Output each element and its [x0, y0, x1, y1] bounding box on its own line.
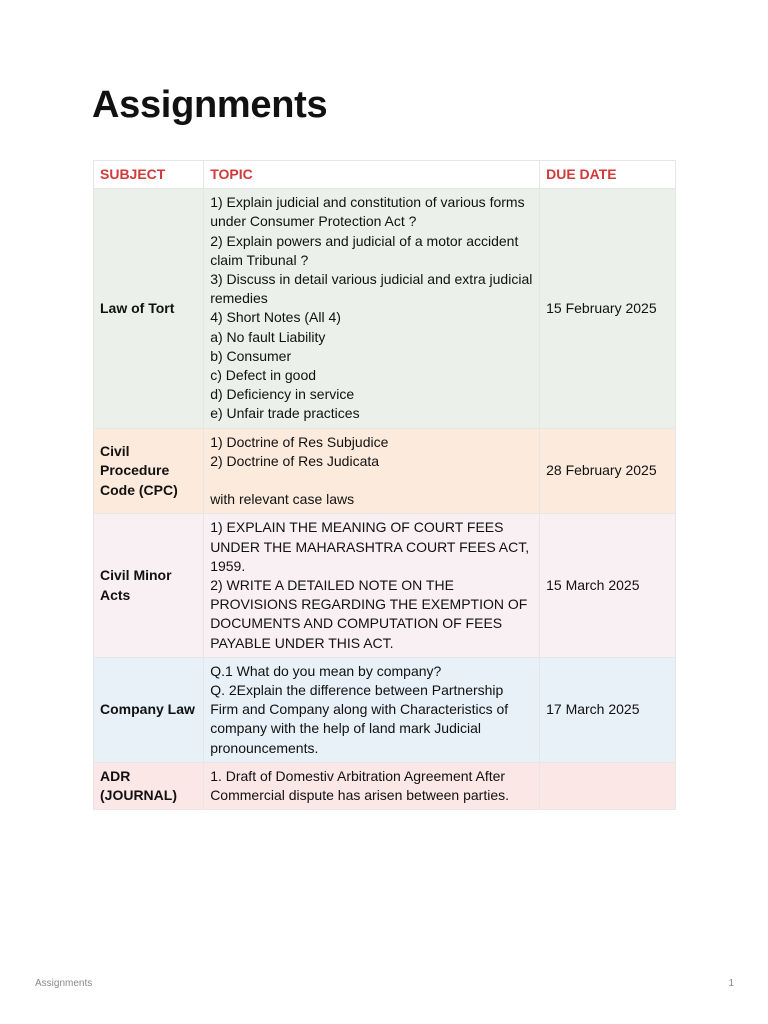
topic-line: 1) Explain judicial and constitution of various forms under Consumer Protection Act ?: [210, 194, 525, 230]
topic-line: a) No fault Liability: [210, 328, 326, 345]
topic-line: 4) Short Notes (All 4): [210, 309, 341, 326]
table-row-law-of-tort: [94, 189, 676, 428]
topic-line: 2) Doctrine of Res Judicata: [210, 452, 380, 469]
topic-line: d) Deficiency in service: [210, 386, 355, 403]
topic-cell: [204, 657, 540, 762]
due-date-cell: 17 March 2025: [540, 657, 676, 762]
due-date-cell: [540, 762, 676, 809]
header-topic: TOPIC: [204, 161, 540, 189]
topic-cell: [204, 428, 540, 514]
topic-line: 1) Doctrine of Res Subjudice: [210, 433, 389, 450]
page-number: 1: [728, 978, 734, 989]
topic-line: 3) Discuss in detail various judicial and extra judicial remedies: [210, 271, 533, 307]
topic-line: 1) EXPLAIN THE MEANING OF COURT FEES UNDER THE MAHARASHTRA COURT FEES ACT, 1959.: [210, 519, 530, 574]
assignments-table: [93, 160, 676, 810]
table-row-adr-journal: [94, 762, 676, 809]
topic-cell: [204, 189, 540, 428]
topic-line: 2) Explain powers and judicial of a motor accident claim Tribunal ?: [210, 232, 519, 268]
topic-cell: [204, 514, 540, 657]
topic-cell: [204, 762, 540, 809]
header-subject: SUBJECT: [94, 161, 204, 189]
topic-line: e) Unfair trade practices: [210, 405, 360, 422]
due-date-cell: 15 March 2025: [540, 514, 676, 657]
topic-line: 2) WRITE A DETAILED NOTE ON THE PROVISIONS REGARDING THE EXEMPTION OF DOCUMENTS AND COMPUTATION OF FEES PAYABLE UNDER THIS ACT.: [210, 577, 528, 651]
table-row-cpc: [94, 428, 676, 514]
subject-cell: Company Law: [94, 657, 204, 762]
topic-line-blank: [210, 471, 533, 490]
subject-cell: Civil Procedure Code (CPC): [94, 428, 204, 514]
topic-line: with relevant case laws: [210, 491, 355, 508]
page-title: Assignments: [92, 84, 328, 126]
table-row-civil-minor-acts: [94, 514, 676, 657]
table-header-row: [94, 161, 676, 189]
topic-line: b) Consumer: [210, 347, 292, 364]
topic-line: c) Defect in good: [210, 367, 317, 384]
header-due-date: DUE DATE: [540, 161, 676, 189]
topic-line: 1. Draft of Domestiv Arbitration Agreement After Commercial dispute has arisen between parties.: [210, 767, 509, 804]
table-row-company-law: [94, 657, 676, 762]
topic-line: Q.1 What do you mean by company?: [210, 662, 442, 679]
topic-line: Q. 2Explain the difference between Partnership Firm and Company along with Characteristics of company with the help of land mark Judicial pronouncements.: [210, 682, 509, 756]
due-date-cell: 28 February 2025: [540, 428, 676, 514]
subject-cell: Law of Tort: [94, 189, 204, 428]
subject-cell: Civil Minor Acts: [94, 514, 204, 657]
due-date-cell: 15 February 2025: [540, 189, 676, 428]
footer-title: Assignments: [35, 978, 93, 989]
subject-cell: ADR (JOURNAL): [94, 762, 204, 809]
